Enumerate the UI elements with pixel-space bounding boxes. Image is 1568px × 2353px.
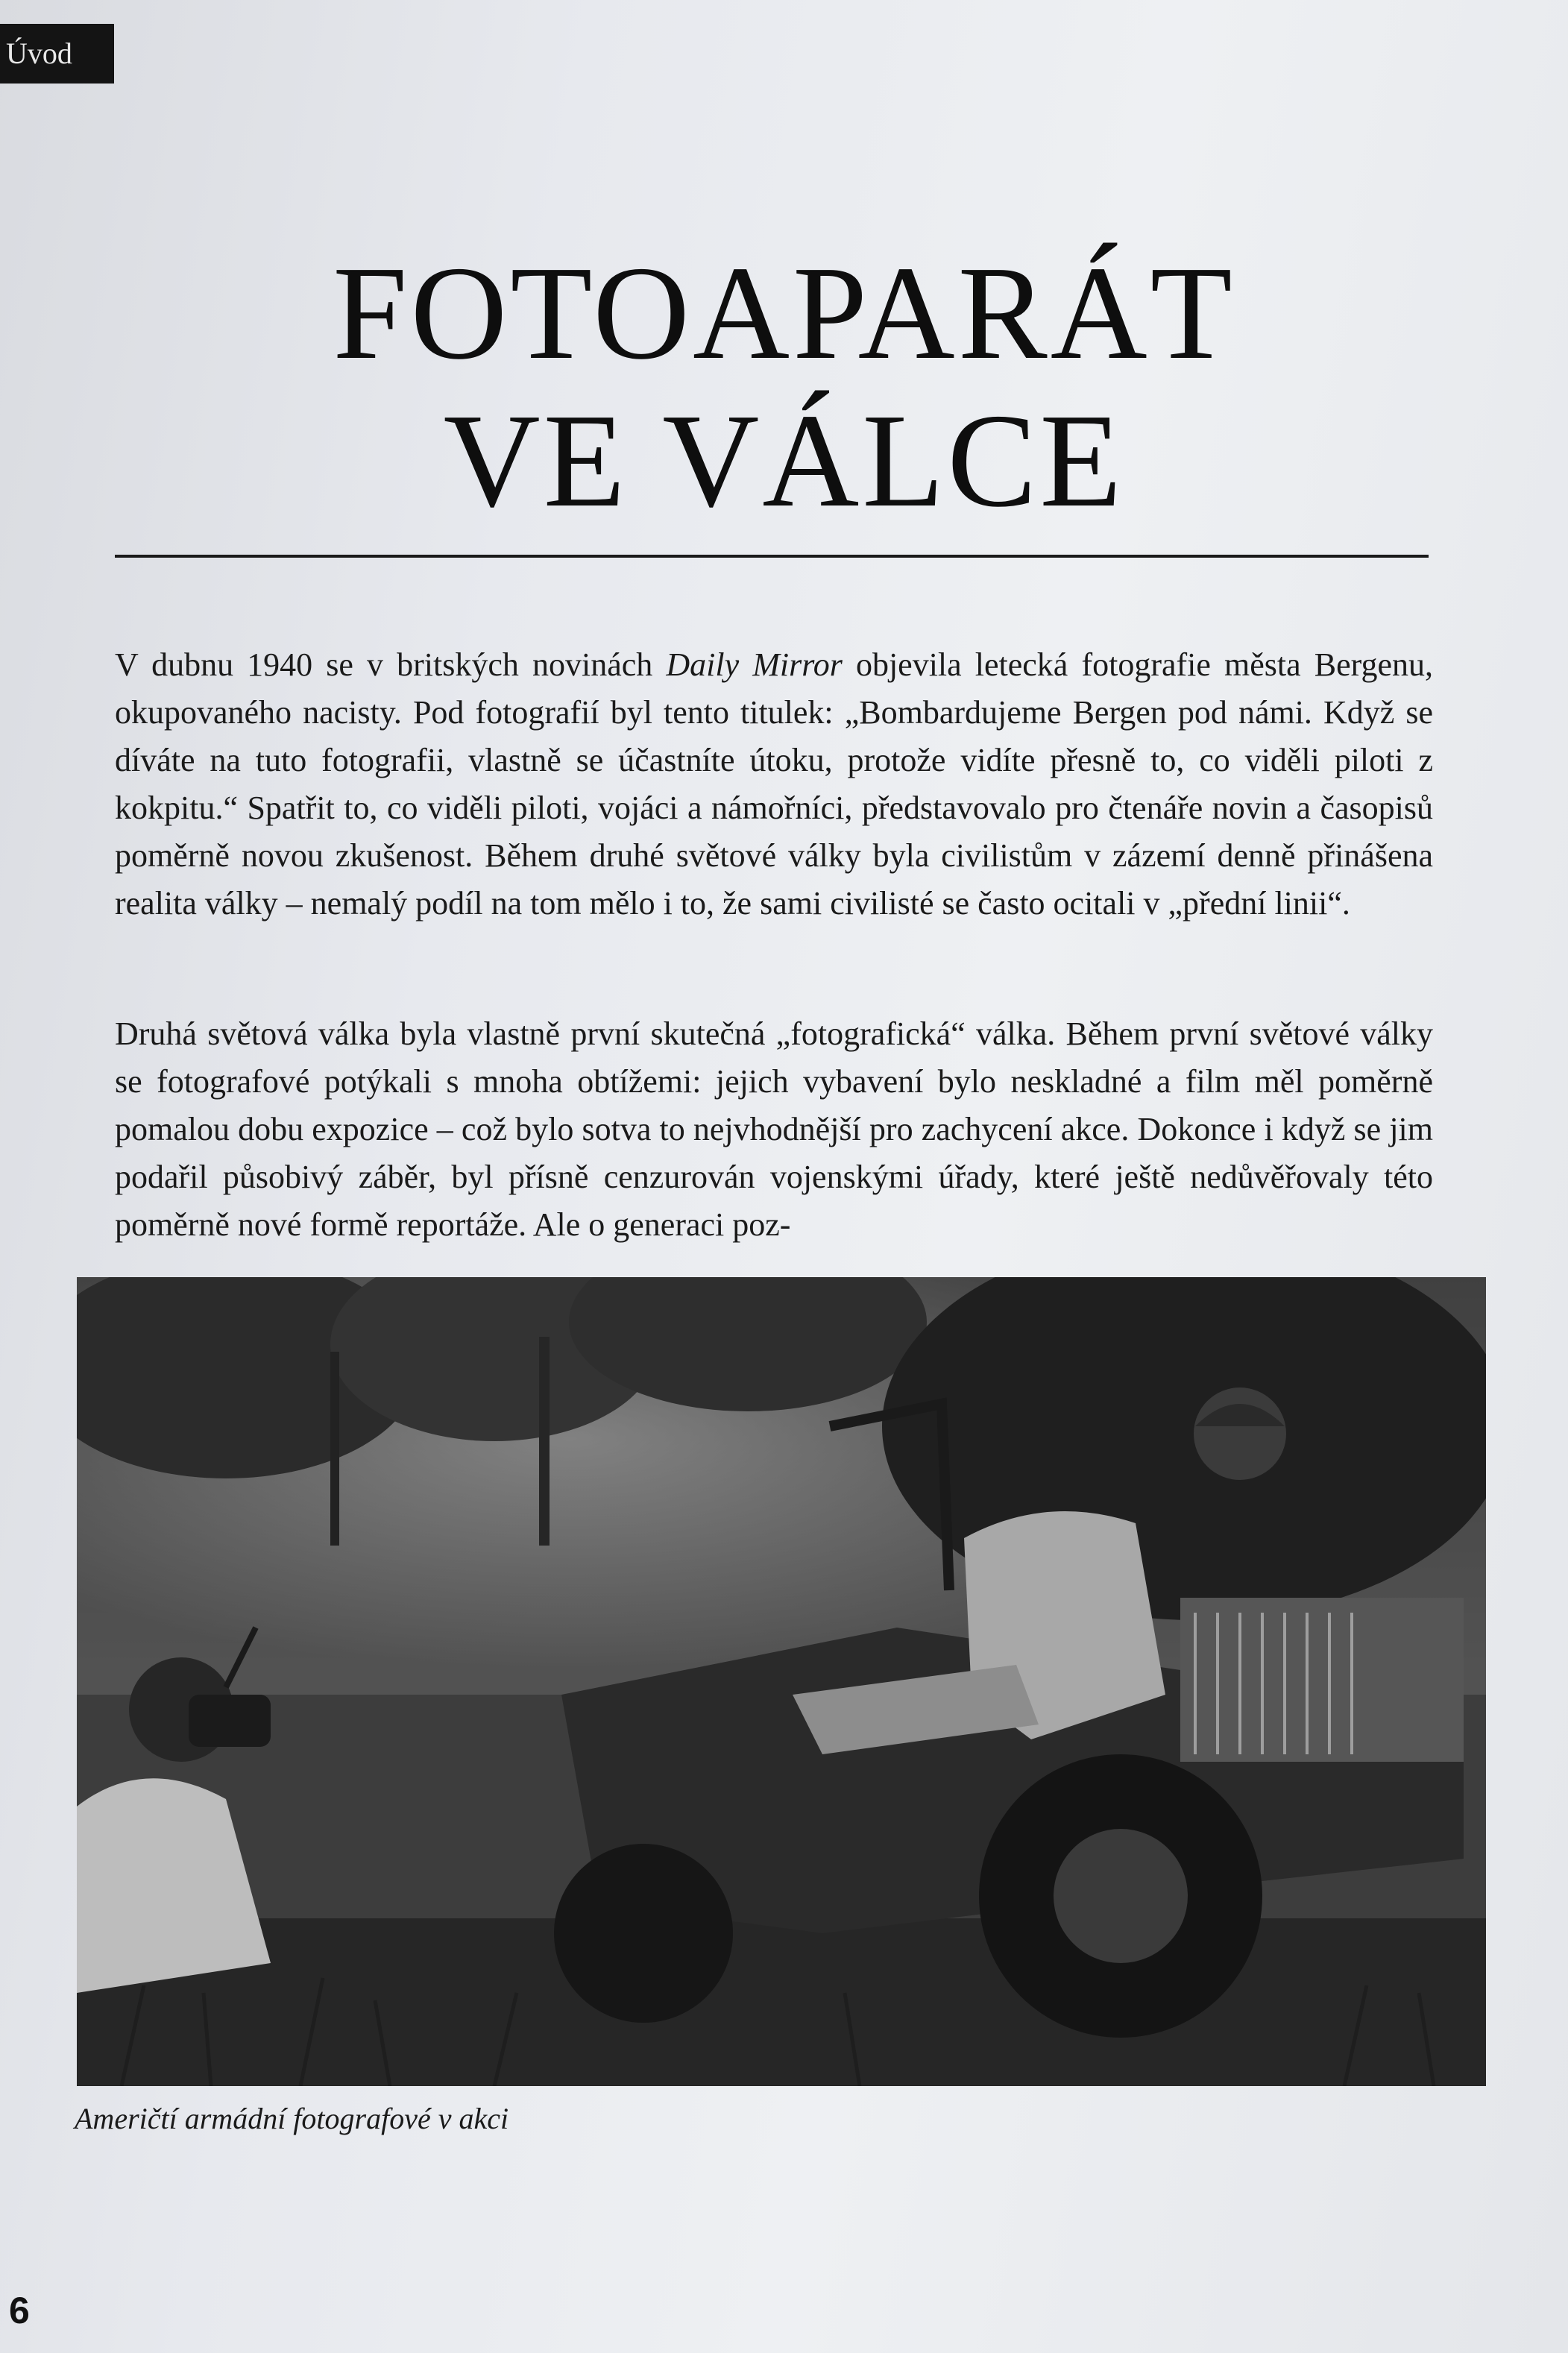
war-photographers-photo: [77, 1277, 1486, 2086]
paragraph-1-text-a: V dubnu 1940 se v britských novinách: [115, 646, 667, 683]
article-title-line-2: VE VÁLCE: [443, 386, 1125, 535]
newspaper-name: Daily Mirror: [666, 646, 843, 683]
paragraph-1-text-b: objevila letecká fotografie města Bergenu, okupovaného nacisty. Pod fotografií byl tento titulek: „Bombardujeme Bergen pod námi. Když se díváte na tuto fotografii, vlastně se účastníte útoku, protože vidíte přesně to, co viděli piloti z kokpitu.“ Spatřit to, co viděli piloti, vojáci a námořníci, představovalo pro čtenáře novin a časopisů poměrně novou zkušenost. Během druhé světové války byla civilistům v zázemí denně přinášena realita války – nemalý podíl na tom mělo i to, že sami civilisté se často ocitali v „přední linii“.: [115, 646, 1433, 922]
section-tab: Úvod: [0, 24, 114, 84]
paragraph-1: [115, 641, 1433, 927]
article-title-line-1: FOTOAPARÁT: [333, 239, 1235, 387]
photo-illustration: [77, 1277, 1486, 2086]
paragraph-2: Druhá světová válka byla vlastně první skutečná „fotografická“ válka. Během první světové války se fotografové potýkali s mnoha obtížemi: jejich vybavení bylo neskladné a film měl poměrně pomalou dobu expozice – což bylo sotva to nejvhodnější pro zachycení akce. Dokonce i když se jim podařil působivý záběr, byl přísně cenzurován vojenskými úřady, které ještě nedůvěřovaly této poměrně nové formě reportáže. Ale o generaci poz-: [115, 1015, 1433, 1243]
title-divider: [115, 555, 1429, 558]
page-number: 6: [9, 2290, 30, 2331]
photo-caption: Američtí armádní fotografové v akci: [75, 2102, 509, 2135]
